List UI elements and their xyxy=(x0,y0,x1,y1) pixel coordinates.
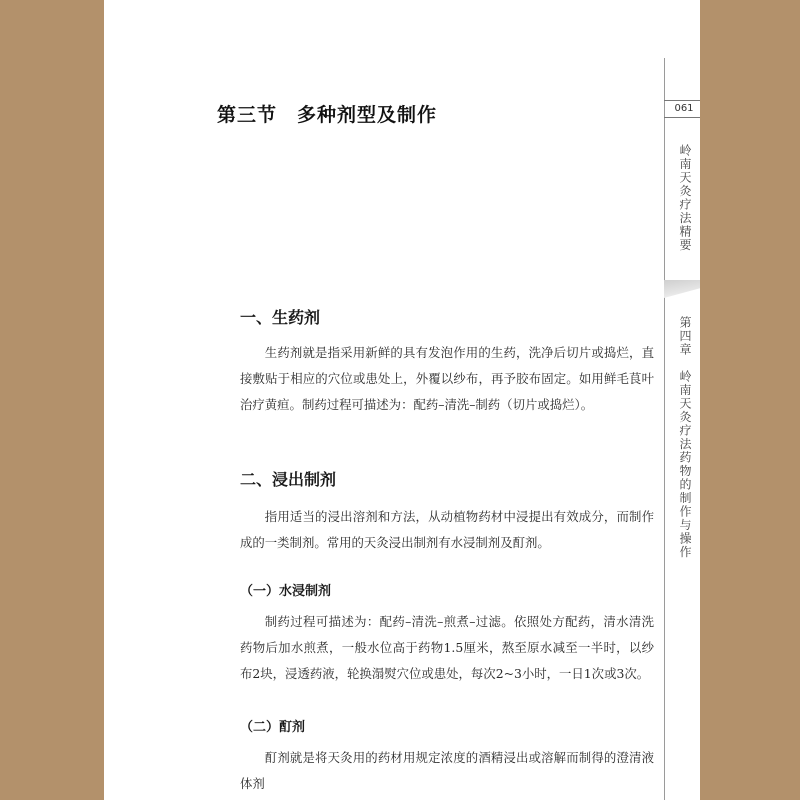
page-number: 061 xyxy=(664,100,700,118)
running-chapter-title: 第四章 岭南天灸疗法药物的制作与操作 xyxy=(678,316,692,559)
heading-water-extract: （一）水浸制剂 xyxy=(240,584,332,599)
heading-raw-herb-preparation: 一、生药剂 xyxy=(240,308,321,327)
margin-divider-band xyxy=(664,280,700,298)
margin-strip xyxy=(662,58,700,800)
book-page xyxy=(104,0,700,800)
section-title: 第三节 多种剂型及制作 xyxy=(217,104,438,126)
paragraph-tincture: 酊剂就是将天灸用的药材用规定浓度的酒精浸出或溶解而制得的澄清液体剂 xyxy=(240,750,654,791)
paragraph-raw-herb-preparation: 生药剂就是指采用新鲜的具有发泡作用的生药，洗净后切片或捣烂，直接敷贴于相应的穴位或患处上，外覆以纱布，再予胶布固定。如用鲜毛茛叶治疗黄疸。制药过程可描述为：配药–清洗–制药（切片或捣烂）。 xyxy=(240,345,654,412)
paragraph-water-extract: 制药过程可描述为：配药–清洗–煎煮–过滤。依照处方配药，清水清洗药物后加水煎煮，一般水位高于药物1.5厘米，熬至原水减至一半时，以纱布2块，浸透药液，轮换溻熨穴位或患处，每次2~3小时，一日1次或3次。 xyxy=(240,614,654,681)
paragraph-extract-preparation: 指用适当的浸出溶剂和方法，从动植物药材中浸提出有效成分，而制作成的一类制剂。常用的天灸浸出制剂有水浸制剂及酊剂。 xyxy=(240,509,654,550)
margin-rule xyxy=(664,58,665,800)
running-book-title: 岭南天灸疗法精要 xyxy=(678,144,692,252)
heading-tincture: （二）酊剂 xyxy=(240,720,306,735)
heading-extract-preparation: 二、浸出制剂 xyxy=(240,470,337,489)
